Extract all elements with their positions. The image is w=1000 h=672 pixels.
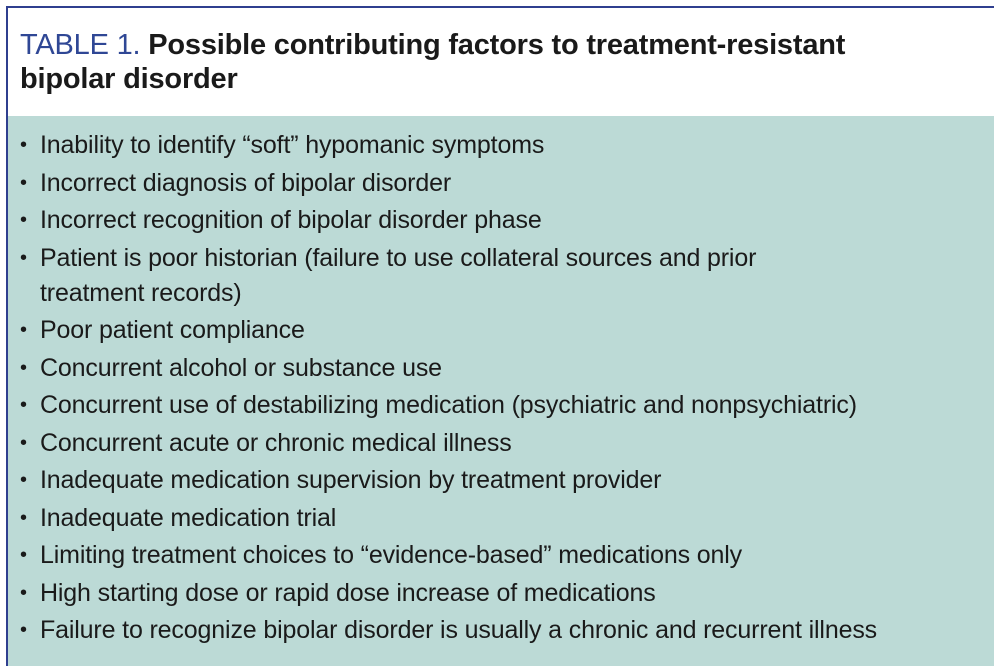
bullet-icon: •: [20, 544, 27, 566]
list-item-text: Failure to recognize bipolar disorder is usually a chronic and recurrent illness: [40, 616, 878, 644]
list-item-text: Incorrect recognition of bipolar disorder phase: [40, 206, 542, 234]
bullet-icon: •: [20, 506, 27, 529]
bullet-icon: •: [20, 171, 27, 194]
list-item-text: Concurrent alcohol or substance use: [40, 353, 442, 382]
factor-list: [20, 128, 994, 648]
table-body: [8, 116, 994, 666]
list-item: [20, 128, 994, 163]
list-item: [20, 203, 994, 238]
bullet-icon: •: [20, 319, 27, 341]
list-item: [20, 463, 994, 498]
table-label: TABLE 1.: [20, 29, 141, 61]
bullet-icon: •: [20, 209, 27, 231]
table-title: [20, 28, 994, 96]
list-item-text: Inability to identify “soft” hypomanic symptoms: [40, 131, 545, 159]
list-item-text: Poor patient compliance: [40, 316, 305, 344]
list-item: [20, 166, 994, 201]
list-item-text: Concurrent acute or chronic medical illness: [40, 428, 512, 457]
list-item: [20, 576, 994, 611]
list-item-text: Limiting treatment choices to “evidence-based” medications only: [40, 541, 743, 569]
bullet-icon: •: [20, 619, 27, 641]
table-header: [8, 8, 994, 108]
list-item-text: Concurrent use of destabilizing medication (psychiatric and nonpsychiatric): [40, 391, 857, 419]
bullet-icon: •: [20, 469, 27, 491]
table-title-text: Possible contributing factors to treatment-resistant bipolar disorder: [20, 29, 846, 95]
table-card: [6, 6, 994, 666]
list-item: [20, 426, 994, 461]
list-item-text: High starting dose or rapid dose increase of medications: [40, 578, 656, 607]
list-item: [20, 501, 994, 536]
bullet-icon: •: [20, 356, 27, 379]
list-item-text: Incorrect diagnosis of bipolar disorder: [40, 168, 452, 197]
bullet-icon: •: [20, 394, 27, 416]
bullet-icon: •: [20, 246, 27, 269]
list-item-text: Inadequate medication trial: [40, 503, 337, 532]
bullet-icon: •: [20, 431, 27, 454]
list-item: [20, 313, 994, 348]
list-item-text: Inadequate medication supervision by treatment provider: [40, 466, 662, 494]
bullet-icon: •: [20, 134, 27, 156]
list-item: [20, 538, 994, 573]
list-item: [20, 613, 994, 648]
list-item: [20, 388, 994, 423]
list-item: [20, 351, 994, 386]
bullet-icon: •: [20, 581, 27, 604]
list-item: [20, 241, 994, 311]
list-item-text: Patient is poor historian (failure to use collateral sources and prior treatment records): [40, 243, 757, 307]
